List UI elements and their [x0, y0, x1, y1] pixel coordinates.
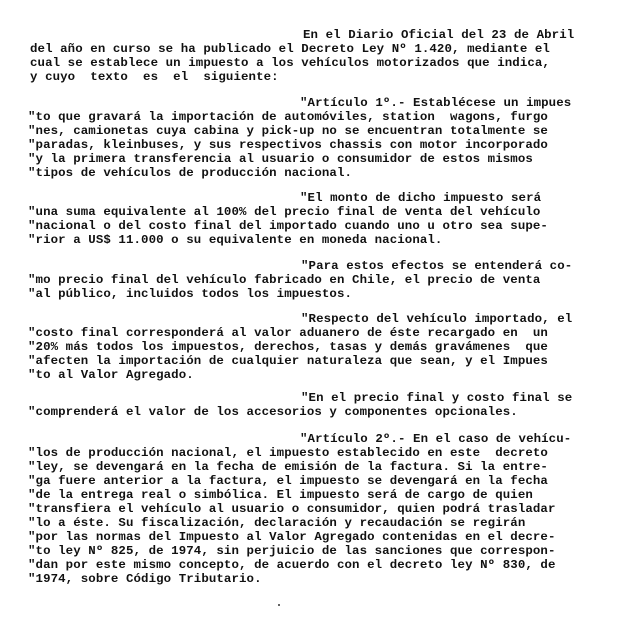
text-line: "to al Valor Agregado.: [28, 368, 194, 382]
text-line: "mo precio final del vehículo fabricado en Chile, el precio de venta: [28, 273, 541, 287]
text-line: "afecten la importación de cualquier naturaleza que sean, y el Impues: [28, 354, 548, 368]
text-line: "de la entrega real o simbólica. El impuesto será de cargo de quien: [28, 488, 533, 502]
text-line: En el Diario Oficial del 23 de Abril: [303, 28, 575, 42]
text-line: "Artículo 2º.- En el caso de vehícu-: [300, 432, 572, 446]
text-line: cual se establece un impuesto a los vehículos motorizados que indica,: [30, 56, 550, 70]
text-line: "1974, sobre Código Tributario.: [28, 572, 262, 586]
text-line: "ga fuere anterior a la factura, el impuesto se devengará en la fecha: [28, 474, 548, 488]
text-line: "paradas, kleinbuses, y sus respectivos chassis con motor incorporado: [28, 138, 548, 152]
text-line: "ley, se devengará en la fecha de emisión de la factura. Si la entre-: [28, 460, 548, 474]
text-line: "tipos de vehículos de producción nacional.: [28, 166, 353, 180]
text-line: "una suma equivalente al 100% del precio final de venta del vehículo: [28, 205, 541, 219]
text-line: "comprenderá el valor de los accesorios y componentes opcionales.: [28, 405, 518, 419]
text-line: "costo final corresponderá al valor aduanero de éste recargado en un: [28, 326, 548, 340]
text-line: "y la primera transferencia al usuario o consumidor de estos mismos: [28, 152, 533, 166]
text-line: "to ley Nº 825, de 1974, sin perjuicio de las sanciones que correspon-: [28, 544, 556, 558]
text-line: "los de producción nacional, el impuesto establecido en este decreto: [28, 446, 548, 460]
text-line: "Respecto del vehículo importado, el: [301, 312, 573, 326]
text-line: "nacional o del costo final del importado cuando uno u otro sea supe-: [28, 219, 548, 233]
text-line: "Para estos efectos se entenderá co-: [301, 259, 573, 273]
text-line: y cuyo texto es el siguiente:: [30, 70, 279, 84]
text-line: "Artículo 1º.- Establécese un impues: [300, 96, 572, 110]
text-line: "to que gravará la importación de automóviles, station wagons, furgo: [28, 110, 548, 124]
text-line: "por las normas del Impuesto al Valor Agregado contenidas en el decre-: [28, 530, 556, 544]
text-line: "lo a éste. Su fiscalización, declaración y recaudación se regirán: [28, 516, 526, 530]
scan-speck: [278, 604, 280, 606]
text-line: "20% más todos los impuestos, derechos, tasas y demás gravámenes que: [28, 340, 548, 354]
text-line: "transfiera el vehículo al usuario o consumidor, quien podrá trasladar: [28, 502, 556, 516]
text-line: "rior a US$ 11.000 o su equivalente en moneda nacional.: [28, 233, 443, 247]
text-line: "al público, incluidos todos los impuestos.: [28, 287, 353, 301]
text-line: "nes, camionetas cuya cabina y pick-up no se encuentran totalmente se: [28, 124, 548, 138]
text-line: "El monto de dicho impuesto será: [300, 191, 542, 205]
text-line: "En el precio final y costo final se: [301, 391, 573, 405]
text-line: "dan por este mismo concepto, de acuerdo con el decreto ley Nº 830, de: [28, 558, 556, 572]
text-line: del año en curso se ha publicado el Decreto Ley Nº 1.420, mediante el: [30, 42, 550, 56]
